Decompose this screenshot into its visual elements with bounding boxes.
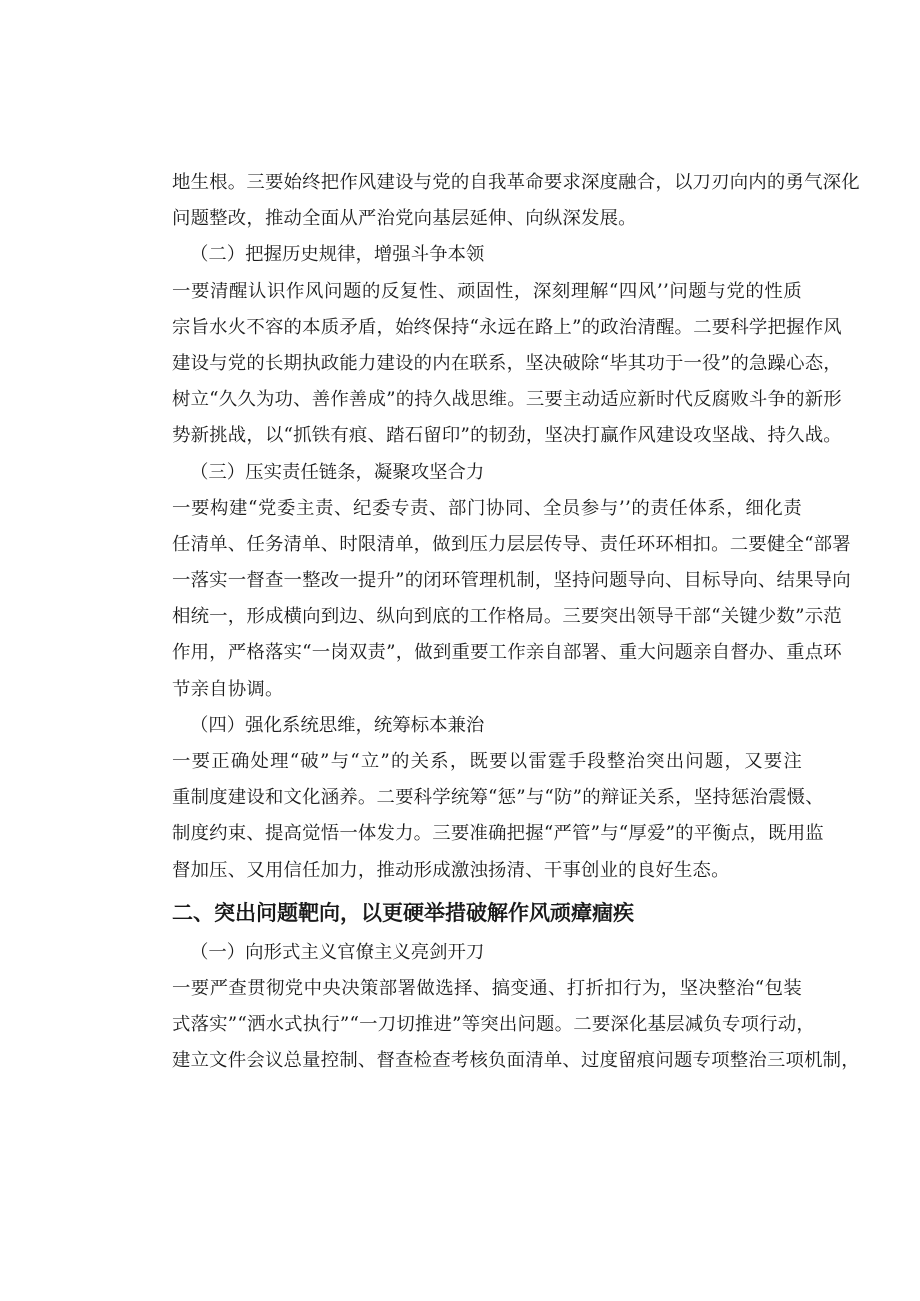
paragraph-line: 制度约束、提高觉悟一体发力。三要准确把握“严管”与“厚爱”的平衡点，既用监 bbox=[172, 823, 824, 845]
subsection-title: （一）向形式主义官僚主义亮剑开刀 bbox=[190, 941, 485, 963]
paragraph-line: 一要正确处理“破”与“立”的关系，既要以雷霆手段整治突出问题，又要注 bbox=[172, 751, 802, 772]
paragraph-line: 一要严查贯彻党中央决策部署做选择、搞变通、打折扣行为，坚决整治“包装 bbox=[172, 977, 802, 999]
subsection-title: （三）压实责任链条，凝聚攻坚合力 bbox=[190, 461, 485, 483]
subsection-title: （四）强化系统思维，统筹标本兼治 bbox=[190, 714, 485, 736]
paragraph-line: 一要构建“党委主责、纪委专责、部门协同、全员参与’’的责任体系，细化责 bbox=[172, 497, 802, 519]
paragraph-line: 势新挑战，以“抓铁有痕、踏石留印”的韧劲，坚决打赢作风建设攻坚战、持久战。 bbox=[172, 425, 842, 447]
paragraph-line: 相统一，形成横向到边、纵向到底的工作格局。三要突出领导干部“关键少数”示范 bbox=[172, 606, 842, 628]
paragraph-line: 重制度建设和文化涵养。二要科学统筹“惩”与“防”的辩证关系，坚持惩治震慑、 bbox=[172, 787, 824, 809]
paragraph-line: 任清单、任务清单、时限清单，做到压力层层传导、责任环环相扣。二要健全“部署 bbox=[172, 533, 851, 555]
paragraph-line: 建设与党的长期执政能力建设的内在联系，坚决破除“毕其功于一役”的急躁心态， bbox=[172, 352, 842, 374]
paragraph-line: 作用，严格落实“一岗双责”，做到重要工作亲自部署、重大问题亲自督办、重点环 bbox=[172, 642, 842, 664]
paragraph-line: 一落实一督查一整改一提升”的闭环管理机制，坚持问题导向、目标导向、结果导向 bbox=[172, 570, 851, 592]
paragraph-line: 一要清醒认识作风问题的反复性、顽固性，深刻理解“四风’’问题与党的性质 bbox=[172, 280, 802, 302]
paragraph-line: 督加压、又用信任加力，推动形成激浊扬清、干事创业的良好生态。 bbox=[172, 859, 730, 881]
paragraph-line: 问题整改，推动全面从严治党向基层延伸、向纵深发展。 bbox=[172, 208, 637, 230]
paragraph-line: 树立“久久为功、善作善成”的持久战思维。三要主动适应新时代反腐败斗争的新形 bbox=[172, 389, 842, 411]
paragraph-line: 宗旨水火不容的本质矛盾，始终保持“永远在路上”的政治清醒。二要科学把握作风 bbox=[172, 316, 842, 338]
section-heading: 二、突出问题靶向，以更硬举措破解作风顽瘴痼疾 bbox=[172, 900, 634, 925]
paragraph-line: 建立文件会议总量控制、督查检查考核负面清单、过度留痕问题专项整治三项机制， bbox=[172, 1050, 860, 1072]
paragraph-line: 式落实”“洒水式执行”“一刀切推进”等突出问题。二要深化基层减负专项行动， bbox=[172, 1014, 815, 1036]
paragraph-line: 节亲自协调。 bbox=[172, 678, 284, 700]
subsection-title: （二）把握历史规律，增强斗争本领 bbox=[190, 244, 485, 266]
document-body bbox=[172, 165, 860, 1080]
paragraph-line: 地生根。三要始终把作风建设与党的自我革命要求深度融合，以刀刃向内的勇气深化 bbox=[172, 172, 860, 193]
